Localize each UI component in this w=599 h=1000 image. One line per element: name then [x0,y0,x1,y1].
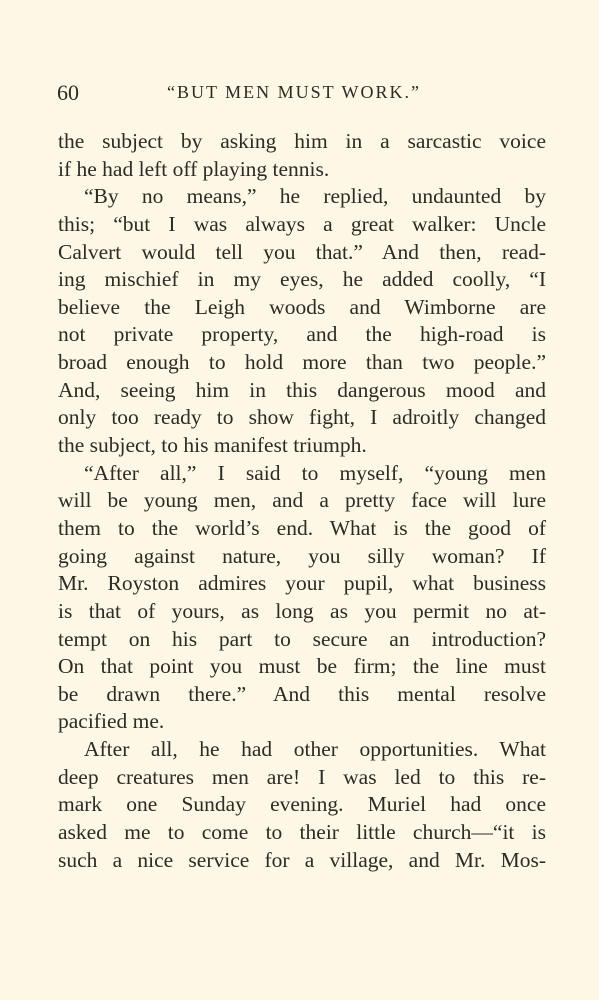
text-line: broad enough to hold more than two people.” [58,350,546,375]
text-line: On that point you must be firm; the line must [58,654,546,679]
text-line: is that of yours, as long as you permit no at- [58,598,546,623]
text-line: if he had left off playing tennis. [58,156,330,181]
text-line: be drawn there.” And this mental resolve [58,681,546,706]
text-line: Calvert would tell you that.” And then, read- [58,239,546,264]
text-line: Mr. Royston admires your pupil, what business [58,571,546,596]
text-line: After all, he had other opportunities. What [84,737,546,762]
text-line: going against nature, you silly woman? If [58,543,546,568]
text-line: “After all,” I said to myself, “young men [84,460,546,485]
text-line: ing mischief in my eyes, he added coolly, “I [58,267,546,292]
text-line: And, seeing him in this dangerous mood and [58,377,546,402]
text-line: only too ready to show fight, I adroitly changed [58,405,546,430]
text-line: will be young men, and a pretty face will lure [58,488,546,513]
text-line: tempt on his part to secure an introduction? [58,626,546,651]
text-line: the subject by asking him in a sarcastic voice [58,129,546,153]
body-text [58,128,546,874]
running-title: “BUT MEN MUST WORK.” [167,82,422,102]
text-line: the subject, to his manifest triumph. [58,433,367,458]
text-line: this; “but I was always a great walker: Uncle [58,211,546,236]
text-line: them to the world’s end. What is the good of [58,515,546,540]
text-line: asked me to come to their little church—“it is [58,820,546,845]
page-number: 60 [57,80,79,105]
text-line: not private property, and the high-road is [58,322,546,347]
text-line: deep creatures men are! I was led to this re- [58,764,546,789]
text-line: pacified me. [58,709,165,734]
text-line: believe the Leigh woods and Wimborne are [58,294,546,319]
text-line: such a nice service for a village, and Mr. Mos- [58,847,546,872]
running-head [57,80,547,110]
text-line: “By no means,” he replied, undaunted by [84,184,546,209]
text-line: mark one Sunday evening. Muriel had once [58,792,546,817]
